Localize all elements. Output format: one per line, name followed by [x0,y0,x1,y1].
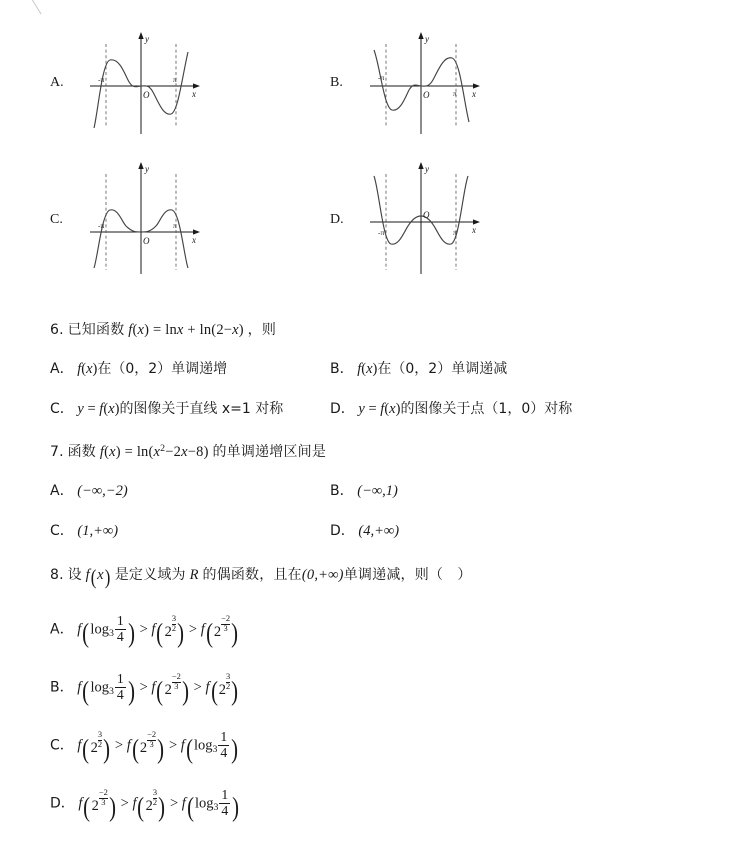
svg-text:-π: -π [98,75,105,84]
svg-text:-π: -π [378,228,385,237]
q8-choice-c[interactable]: C． f(2 $\frac{3}{2}$ ) > f(2 $\frac{-2}{3}$ ) > $f(\log_3$ $\frac{1}{4}$ ) [50,729,239,764]
q8-b-e1d: 3 [172,682,181,691]
q6-b-f: f [357,361,362,377]
q8-c-e2d: 3 [147,740,156,749]
graph-b-canvas [356,28,486,138]
q6-choice-b-text: 在（0，2）单调递减 [377,361,508,377]
q8-c-gt1: > [114,737,124,754]
svg-text:O: O [143,90,150,100]
graph-option-c-letter: C. [50,212,63,227]
q8-d-base2: 2 [145,798,153,815]
q7-x3: x [181,444,188,460]
q8-d-e2n: 3 [152,788,158,798]
svg-text:y: y [145,164,149,174]
q8-c-base1: 2 [90,740,98,757]
q8-c-log: log [193,737,213,754]
q8-a-f1: f [77,621,82,638]
q8-choice-a[interactable]: A． $f(\log_3$ $\frac{1}{4}$ ) > f(2 $\frac{3}{2}$ ) > f(2 $\frac{-2}{3}$ ) [50,613,239,648]
q8-c-den: 4 [220,744,228,760]
q6-two: 2 [216,322,224,338]
question-8-stem: 8. 设 f(x) 是定义域为 R 的偶函数，且在(0,+∞)单调递减，则（ ） [50,564,472,589]
q6-choice-c-text: 的图像关于直线 x=1 对称 [119,401,284,417]
q7-choice-c-letter: C． [50,523,74,539]
q7-x2: x [153,444,161,460]
q6-d-eq: = [368,401,377,417]
q8-b-logbase: 3 [108,686,114,698]
q8-d-base1: 2 [91,798,99,815]
q6-stem-prefix: 已知函数 [67,322,125,338]
q8-d-e2d: 2 [152,797,158,807]
q8-c-e1d: 2 [97,739,103,749]
svg-text:O: O [143,236,150,246]
q7-choice-a-text: (−∞,−2) [77,483,128,499]
q8-d-gt1: > [120,795,129,812]
q8-d-e1d: 3 [99,798,108,807]
svg-text:y: y [145,34,149,44]
q8-b-base3: 2 [218,682,226,699]
svg-text:π: π [453,228,457,237]
svg-text:π: π [173,75,177,84]
q8-d-log: log [194,795,214,812]
q8-R: R [189,567,199,583]
q8-b-base2: 2 [164,682,172,699]
q6-choice-c-letter: C． [50,401,74,417]
q8-c-base2: 2 [139,740,148,757]
q6-choice-d-letter: D． [330,401,355,417]
q7-ln: ln [136,444,149,460]
svg-text:x: x [472,225,476,235]
q8-c-f2: f [126,737,131,754]
q7-stem-prefix: 函数 [67,444,96,460]
q8-d-logbase: 3 [213,802,219,814]
graph-option-a[interactable] [50,28,206,138]
q8-a-log: log [90,621,109,638]
q6-eq: = [153,322,162,338]
q6-a-x: x [86,361,93,377]
q7-choice-b-letter: B． [330,483,354,499]
q8-a-e2d: 3 [221,624,230,633]
q6-x: x [137,322,145,338]
q8-c-f1: f [77,737,82,754]
q8-a-f3: f [200,621,205,638]
q7-f: f [99,444,105,460]
q8-c-f3: f [180,737,185,754]
q6-number: 6. [50,322,64,338]
q8-d-f2: f [132,795,137,812]
q8-choice-a-letter: A． [50,621,74,638]
q6-choice-d[interactable]: D． y = f(x)的图像关于点（1，0）对称 [330,401,573,417]
graph-c-canvas [76,160,206,280]
svg-text:y: y [425,164,429,174]
q7-choice-c-text: (1,+∞) [77,523,119,539]
q7-choice-b-text: (−∞,1) [357,483,398,499]
svg-text:π: π [453,89,457,98]
question-6-stem: 6. 已知函数 f(x) = lnx + ln(2−x) ，则 [50,322,277,338]
svg-text:y: y [425,34,429,44]
q6-c-eq: = [87,401,96,417]
q8-t4: 单调递减，则（ ） [343,567,472,583]
graph-option-d[interactable] [330,160,486,280]
q8-d-num: 1 [221,787,229,803]
q6-c-y: y [77,401,84,417]
q6-d-f: f [380,401,385,417]
q6-ln1: ln [165,322,177,338]
q6-x2: x [232,322,239,338]
svg-text:O: O [423,210,430,220]
q8-b-e2n: 3 [225,672,231,682]
q7-stem-suffix: 的单调递增区间是 [212,444,327,460]
q8-a-f2: f [151,621,156,638]
q8-c-num: 1 [220,729,228,745]
q6-plus: + [187,322,196,338]
graph-option-a-letter: A. [50,75,64,90]
q8-choice-d-letter: D． [50,795,75,812]
q8-b-gt2: > [193,679,202,696]
q6-a-f: f [77,361,82,377]
q8-x: x [97,567,104,583]
q8-t2: 是定义域为 [114,567,186,583]
q8-choice-c-letter: C． [50,737,74,754]
q6-choice-a[interactable]: A． f(x)在（0，2）单调递增 [50,361,228,377]
q8-d-gt2: > [169,795,179,812]
svg-text:-π: -π [378,73,385,82]
q8-choice-b-letter: B． [50,679,74,696]
q6-d-y: y [358,401,365,417]
q6-choice-c[interactable]: C． y = f(x)的图像关于直线 x=1 对称 [50,401,284,417]
question-7-stem: 7. 函数 $f(x) = \ln(x^2-2x-8)$ 的单调递增区间是 [50,443,327,460]
graph-a-canvas [76,28,206,138]
q8-a-base2: 2 [164,624,172,641]
q8-a-e2n: −2 [221,614,231,624]
q6-choice-a-text: 在（0，2）单调递增 [97,361,228,377]
q8-a-e1n: 3 [171,614,177,624]
q6-choice-a-letter: A． [50,361,74,377]
q8-b-num: 1 [116,671,124,687]
q8-b-f1: f [77,679,82,696]
q6-c-f: f [99,401,104,417]
q7-x: x [109,444,116,460]
graph-option-d-letter: D. [330,212,344,227]
q6-c-x: x [108,401,115,417]
graph-option-b-letter: B. [330,75,343,90]
q8-d-f3: f [181,795,186,812]
q8-a-den: 4 [116,628,124,644]
q8-b-e2d: 2 [225,681,231,691]
q8-choice-d[interactable]: D． f(2 $\frac{-2}{3}$ ) > f(2 $\frac{3}{2}$ ) > $f(\log_3$ $\frac{1}{4}$ ) [50,787,240,822]
q8-c-e2n: −2 [147,730,157,740]
q6-choice-d-text: 的图像关于点（1，0）对称 [400,401,573,417]
q6-lnx: x [176,322,184,338]
q8-c-e1n: 3 [97,730,103,740]
q8-b-e1n: −2 [171,672,181,682]
q8-b-f3: f [205,679,210,696]
q8-c-logbase: 3 [212,744,218,756]
q6-ln2: ln [199,322,212,338]
q6-stem-suffix: ，则 [247,322,277,338]
q8-a-num: 1 [116,613,124,629]
q6-d-x: x [389,401,396,417]
svg-text:x: x [192,89,196,99]
q7-choice-a-letter: A． [50,483,74,499]
q7-choice-b[interactable] [330,481,398,503]
q8-b-log: log [90,679,109,696]
q6-minus: − [223,322,233,338]
svg-text:π: π [173,221,177,230]
q8-f: f [85,567,90,583]
q8-a-e1d: 2 [171,623,177,633]
q8-a-logbase: 3 [108,628,114,640]
graph-option-c[interactable] [50,160,206,280]
q8-a-gt1: > [139,621,148,638]
q8-b-gt1: > [139,679,148,696]
q8-b-den: 4 [116,686,124,702]
q8-a-base3: 2 [213,624,222,641]
q7-choice-d[interactable] [330,521,399,543]
q6-b-x: x [366,361,373,377]
q8-interval: (0,+∞) [301,567,344,583]
svg-text:x: x [472,89,476,99]
q8-b-f2: f [151,679,156,696]
q6-f: f [128,322,133,338]
graph-d-canvas [356,160,486,280]
q7-choice-a[interactable] [50,481,128,503]
svg-text:O: O [423,90,430,100]
graph-option-b[interactable] [330,28,486,138]
q7-eq: = [124,444,133,460]
svg-text:x: x [192,235,196,245]
q6-choice-b-letter: B． [330,361,354,377]
svg-text:-π: -π [98,221,105,230]
q8-d-den: 4 [221,802,229,818]
q7-number: 7. [50,444,64,460]
page-corner-fold [28,0,62,14]
q8-t1: 设 [67,567,82,583]
q6-choice-b[interactable]: B． f(x)在（0，2）单调递减 [330,361,508,377]
q8-c-gt2: > [168,737,178,754]
q8-t3: 的偶函数，且在 [202,567,302,583]
q8-d-f1: f [78,795,83,812]
q8-d-e1n: −2 [98,788,108,798]
q8-choice-b[interactable]: B． $f(\log_3$ $\frac{1}{4}$ ) > f(2 $\frac{-2}{3}$ ) > f(2 $\frac{3}{2}$ ) [50,671,239,706]
q7-choice-d-text: (4,+∞) [358,523,400,539]
q8-number: 8. [50,567,64,583]
q7-choice-d-letter: D． [330,523,355,539]
q8-a-gt2: > [188,621,198,638]
q7-choice-c[interactable] [50,521,118,543]
